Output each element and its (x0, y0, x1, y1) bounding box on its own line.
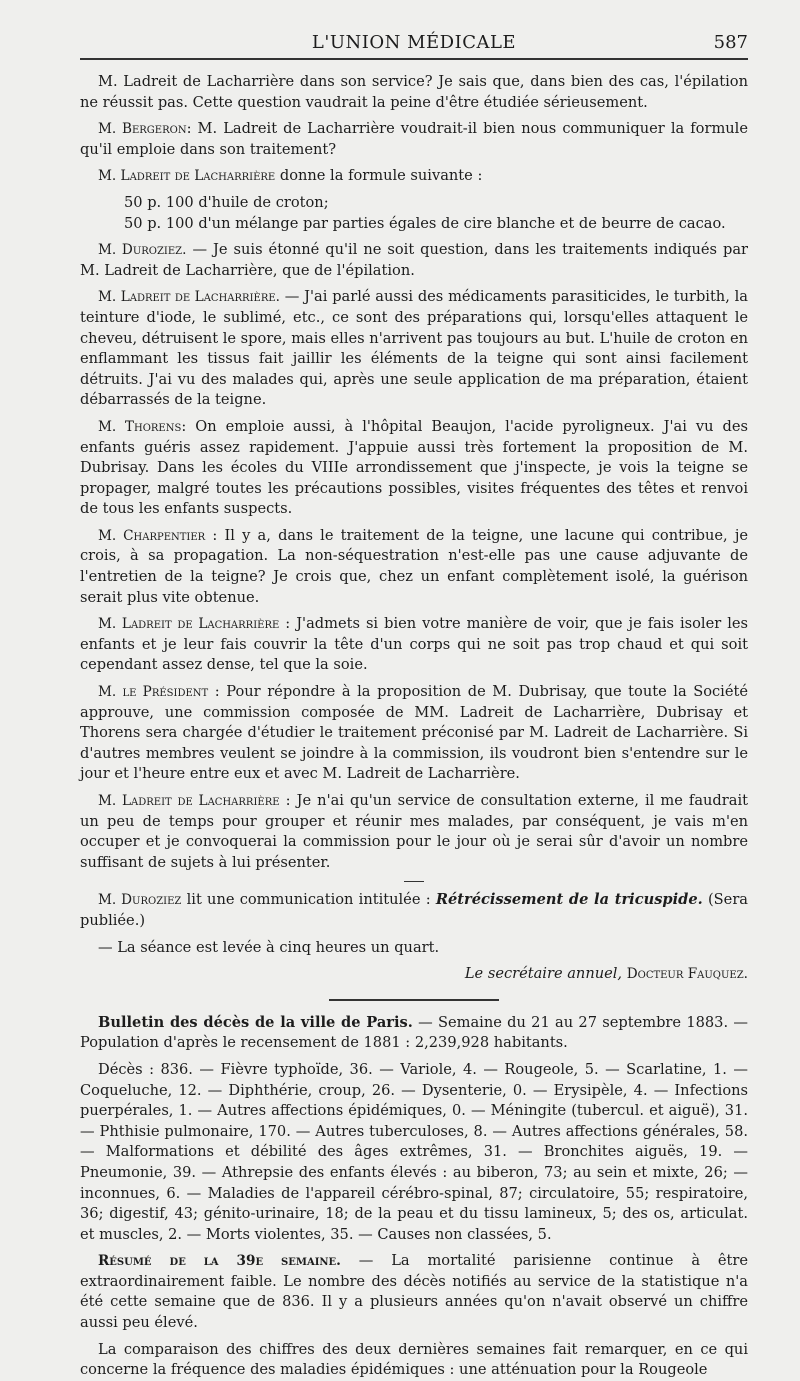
formula-line-1: 50 p. 100 d'huile de croton; (124, 193, 329, 211)
paragraph-7 (80, 526, 748, 608)
running-title: L'UNION MÉDICALE (311, 32, 517, 53)
paragraph-8 (80, 614, 748, 676)
paragraph-1 (80, 72, 748, 113)
paragraph-text: : J'admets si bien votre manière de voir, que je fais isoler les enfants et je leur fais couvrir la tête d'un corps qui ne soit pas trop chaud et qui soit cependant assez dense, tel que la soie. (80, 615, 748, 674)
paragraph-2 (80, 119, 748, 160)
paragraph-text: : M. Ladreit de Lacharrière voudrait-il bien nous communiquer la formule qu'il emploie dans son traitement? (80, 120, 748, 158)
paragraph-text: M. Ladreit de Lacharrière dans son service? Je sais que, dans bien des cas, l'épilation ne réussit pas. Cette question vaudrait la peine d'être étudiée sérieusement. (80, 73, 748, 111)
speaker-name: M. Thorens (98, 418, 182, 435)
speaker-name: M. Ladreit de Lacharrière (98, 793, 280, 809)
paragraph-text: : Pour répondre à la proposition de M. Dubrisay, que toute la Société approuve, une commission composée de MM. Ladreit de Lacharrière, Dubrisay et Thorens sera chargée d'étudier le traitement préconisé par M. Ladreit de Lacharrière. Si d'autres membres veulent se joindre à la commission, ils voudront bien s'entendre sur le jour et l'heure entre eux et avec M. Ladreit de Lacharrière. (80, 683, 748, 783)
comparison-paragraph: La comparaison des chiffres des deux dernières semaines fait remarquer, en ce qui concerne la fréquence des maladies épidémiques : une atténuation pour la Rougeole (80, 1340, 748, 1379)
article-body (80, 72, 748, 1381)
resume-text: — La mortalité parisienne continue à être extraordinairement faible. Le nombre des décès notifiés au service de la statistique n'a été cette semaine que de 836. Il y a plusieurs années qu'on n'avait observé un chiffre aussi peu élevé. (80, 1252, 748, 1332)
signature-name: Docteur Fauquez. (626, 966, 748, 983)
resume-label: Résumé de la 39e semaine. (98, 1253, 341, 1270)
paragraph-12: — La séance est levée à cinq heures un quart. (98, 938, 440, 956)
paragraph-4 (80, 240, 748, 281)
paragraph-text: : Il y a, dans le traitement de la teigne, une lacune qui contribue, je crois, à sa propagation. La non-séquestration n'est-elle pas une cause adjuvante de l'entretien de la teigne? Je crois que, chez un enfant complètement isolé, la guérison serait plus vite obtenue. (80, 526, 748, 606)
paragraph-5 (80, 287, 748, 411)
formula-line-2: 50 p. 100 d'un mélange par parties égales de cire blanche et de beurre de cacao. (124, 214, 726, 232)
paragraph-9 (80, 682, 748, 785)
section-divider-long (329, 999, 499, 1001)
paragraph-3 (80, 166, 748, 187)
speaker-name: M. Ladreit de Lacharrière (98, 168, 276, 185)
paragraph-text: — Je suis étonné qu'il ne soit question, dans les traitements indiqués par M. Ladreit de Lacharrière, que de l'épilation. (80, 241, 748, 279)
paragraph-text: : Je n'ai qu'un service de consultation externe, il me faudrait un peu de temps pour grouper et réunir mes malades, par conséquent, je vais m'en occuper et je convoquerai la commission pour le jour où je serai sûr d'avoir un nombre suffisant de sujets à lui présenter. (80, 792, 748, 871)
paragraph-10 (80, 791, 748, 873)
page-number: 587 (713, 32, 748, 53)
signature (80, 964, 748, 985)
signature-role: Le secrétaire annuel, (464, 965, 623, 983)
page-header (80, 30, 748, 60)
section-divider-short (404, 881, 424, 882)
resume-paragraph (80, 1251, 748, 1333)
speaker-name: M. Ladreit de Lacharrière. (98, 289, 280, 306)
paragraph-text: — J'ai parlé aussi des médicaments parasiticides, le turbith, la teinture d'iode, le sublimé, etc., ce sont des préparations qui, lorsqu'elles attaquent le cheveu, détruisent le spore, mais elles n'arrivent pas toujours au but. L'huile de croton en enflammant les tissus fait jaillir les éléments de la teigne qui sont ainsi facilement détruits. J'ai vu des malades qui, après une seule application de ma préparation, étaient débarrassés de la teigne. (80, 288, 749, 409)
speaker-name: M. Duroziez. (98, 242, 187, 259)
bulletin-deaths: Décès : 836. — Fièvre typhoïde, 36. — Variole, 4. — Rougeole, 5. — Scarlatine, 1. — Coqueluche, 12. — Diphthérie, croup, 26. — Dysenterie, 0. — Erysipèle, 4. — Infections puerpérales, 1. — Autres affections épidémiques, 0. — Méningite (tubercul. et aiguë), 31. — Phthisie pulmonaire, 170. — Autres tuberculoses, 8. — Autres affections générales, 58. — Malformations et débilité des âges extrêmes, 31. — Bronchites aiguës, 19. — Pneumonie, 39. — Athrepsie des enfants élevés : au biberon, 73; au sein et mixte, 26; — inconnues, 6. — Maladies de l'appareil cérébro-spinal, 87; circulatoire, 55; respiratoire, 36; digestif, 43; génito-urinaire, 18; de la peau et du tissu lamineux, 5; des os, articulat. et muscles, 2. — Morts violentes, 35. — Causes non classées, 5. (80, 1060, 748, 1243)
speaker-name: M. Charpentier (98, 527, 206, 544)
bulletin-intro: — Semaine du 21 au 27 septembre 1883. — Population d'après le recensement de 1881 : 2,239,928 habitants. (80, 1013, 748, 1052)
paragraph-11 (80, 890, 748, 931)
bulletin-heading (80, 1013, 748, 1054)
speaker-name: M. Bergeron (98, 121, 187, 138)
speaker-name: M. le Président (98, 684, 209, 701)
communication-title: Rétrécissement de la tricuspide. (435, 891, 703, 909)
paragraph-6 (80, 417, 748, 520)
paragraph-text: : On emploie aussi, à l'hôpital Beaujon, l'acide pyroligneux. J'ai vu des enfants guéris assez rapidement. J'appuie aussi très fortement la proposition de M. Dubrisay. Dans les écoles du VIIIe arrondissement que j'inspecte, je vois la teigne se propager, malgré toutes les précautions possibles, visites fréquentes des têtes et renvoi de tous les enfants suspects. (80, 417, 748, 518)
bulletin-title: Bulletin des décès de la ville de Paris. (98, 1013, 413, 1031)
speaker-name: M. Ladreit de Lacharrière (98, 616, 280, 633)
paragraph-text: donne la formule suivante : (275, 167, 483, 185)
paragraph-text: (Sera publiée.) (80, 891, 748, 929)
speaker-name: M. Duroziez (98, 892, 182, 909)
paragraph-text: lit une communication intitulée : (181, 891, 436, 909)
